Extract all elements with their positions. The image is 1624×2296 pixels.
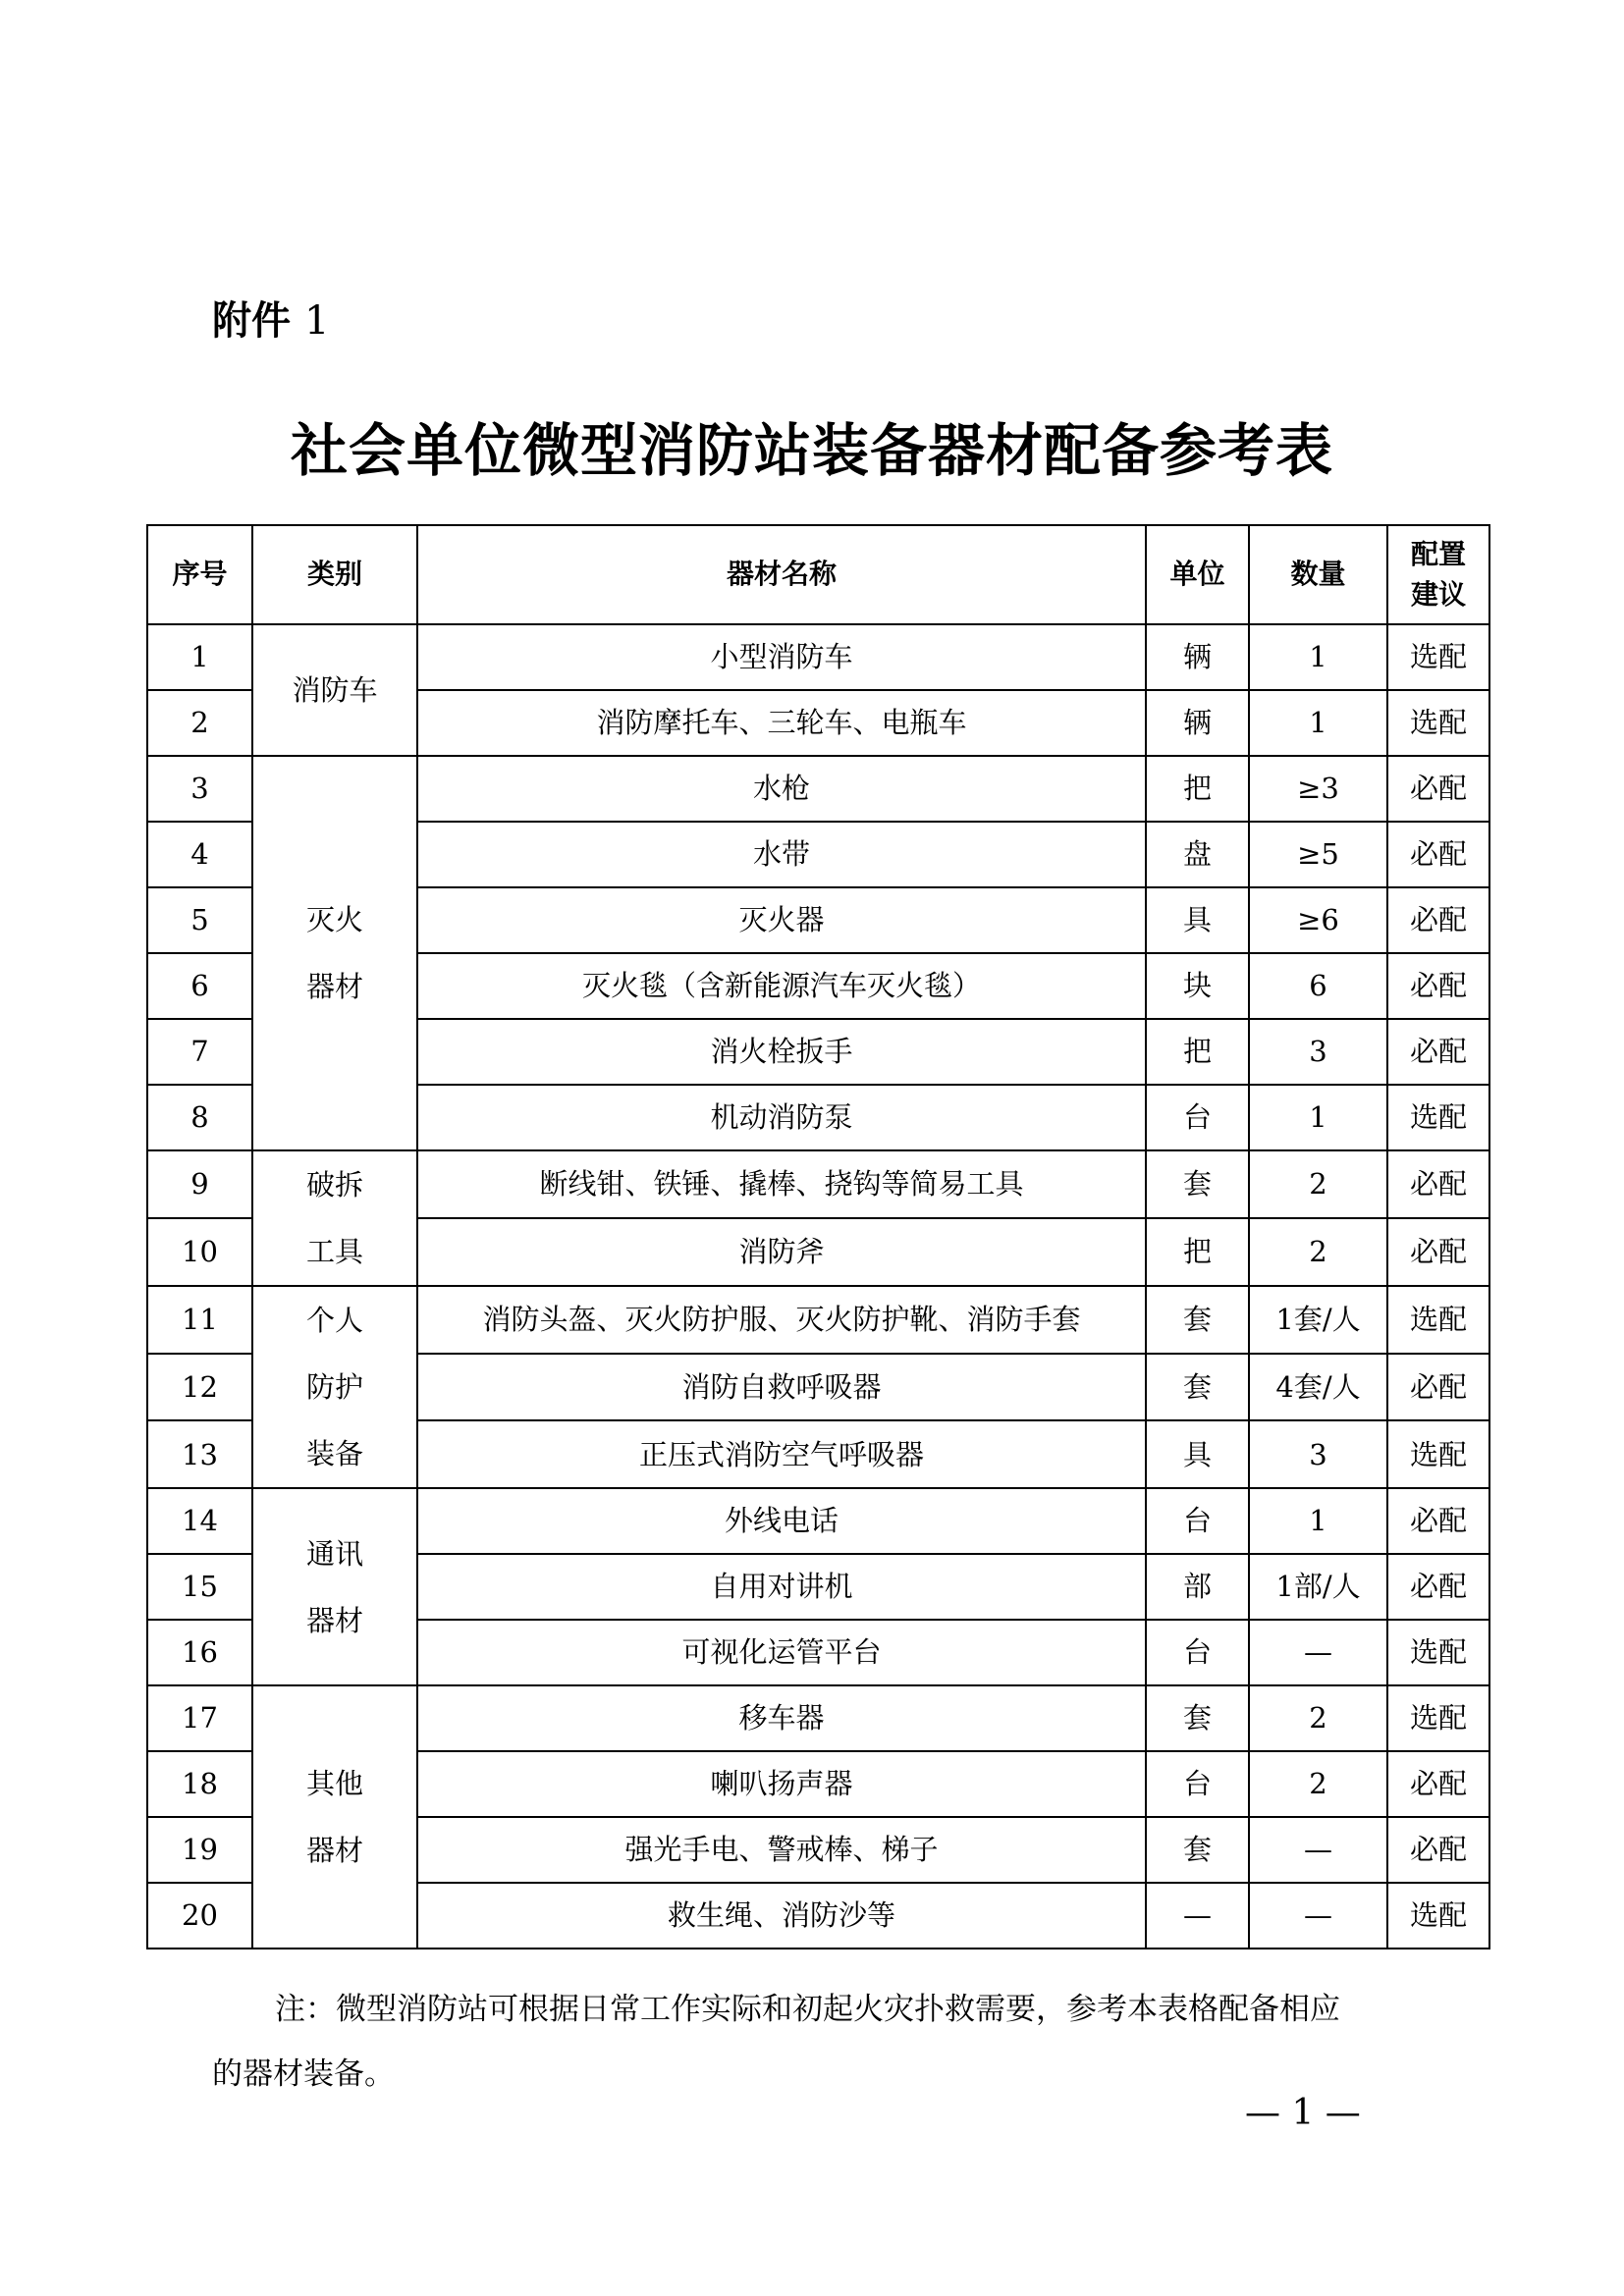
row-equipment-name: 喇叭扬声器 [417, 1751, 1146, 1817]
row-unit: 把 [1146, 756, 1249, 822]
row-number: 20 [147, 1883, 252, 1949]
row-number: 13 [147, 1420, 252, 1488]
row-equipment-name: 消防摩托车、三轮车、电瓶车 [417, 690, 1146, 756]
row-config: 选配 [1387, 1685, 1489, 1751]
row-unit: 具 [1146, 887, 1249, 953]
row-unit: 套 [1146, 1354, 1249, 1421]
row-config: 选配 [1387, 1420, 1489, 1488]
row-unit: 块 [1146, 953, 1249, 1019]
row-config: 必配 [1387, 1218, 1489, 1286]
row-equipment-name: 消火栓扳手 [417, 1019, 1146, 1085]
category-line: 其他 [305, 1767, 363, 1800]
row-quantity: 6 [1249, 953, 1387, 1019]
row-config: 选配 [1387, 624, 1489, 690]
category-line: 通讯 [305, 1536, 363, 1571]
row-unit: 盘 [1146, 822, 1249, 887]
attachment-label-text: 附件 [212, 297, 291, 344]
row-number: 12 [147, 1354, 252, 1421]
header-name: 器材名称 [417, 525, 1146, 624]
row-config: 必配 [1387, 1817, 1489, 1883]
category-line: 工具 [305, 1235, 363, 1268]
attachment-label [212, 290, 329, 346]
row-equipment-name: 水带 [417, 822, 1146, 887]
row-equipment-name: 强光手电、警戒棒、梯子 [417, 1817, 1146, 1883]
note-line-1: 注：微型消防站可根据日常工作实际和初起火灾扑救需要，参考本表格配备相应 [275, 1992, 1340, 2027]
row-number: 19 [147, 1817, 252, 1883]
equipment-table [146, 524, 1490, 1949]
table-row [147, 1150, 1489, 1218]
row-category [252, 624, 417, 756]
row-quantity: 1套/人 [1249, 1286, 1387, 1354]
header-unit: 单位 [1146, 525, 1249, 624]
row-quantity: 1 [1249, 1488, 1387, 1554]
row-equipment-name: 外线电话 [417, 1488, 1146, 1554]
row-unit: 具 [1146, 1420, 1249, 1488]
table-row [147, 624, 1489, 690]
row-equipment-name: 自用对讲机 [417, 1554, 1146, 1620]
row-equipment-name: 小型消防车 [417, 624, 1146, 690]
row-quantity: — [1249, 1883, 1387, 1949]
row-number: 4 [147, 822, 252, 887]
table-row [147, 1685, 1489, 1751]
row-config: 选配 [1387, 1085, 1489, 1150]
row-equipment-name: 可视化运管平台 [417, 1620, 1146, 1685]
row-category [252, 756, 417, 1150]
row-quantity: 2 [1249, 1150, 1387, 1218]
row-equipment-name: 灭火毯（含新能源汽车灭火毯） [417, 953, 1146, 1019]
row-equipment-name: 灭火器 [417, 887, 1146, 953]
row-config: 选配 [1387, 1620, 1489, 1685]
row-config: 必配 [1387, 887, 1489, 953]
row-quantity: — [1249, 1620, 1387, 1685]
table-row [147, 1286, 1489, 1354]
row-number: 15 [147, 1554, 252, 1620]
table-row [147, 756, 1489, 822]
category-line: 装备 [305, 1437, 363, 1470]
row-quantity: 1 [1249, 624, 1387, 690]
row-unit: 台 [1146, 1751, 1249, 1817]
row-unit: 套 [1146, 1150, 1249, 1218]
row-category [252, 1286, 417, 1488]
row-quantity: 1部/人 [1249, 1554, 1387, 1620]
row-quantity: ≥6 [1249, 887, 1387, 953]
row-quantity: — [1249, 1817, 1387, 1883]
row-unit: 部 [1146, 1554, 1249, 1620]
row-unit: 辆 [1146, 624, 1249, 690]
document-title: 社会单位微型消防站装备器材配备参考表 [290, 417, 1333, 484]
row-quantity: 3 [1249, 1019, 1387, 1085]
row-number: 9 [147, 1150, 252, 1218]
row-number: 3 [147, 756, 252, 822]
row-quantity: ≥3 [1249, 756, 1387, 822]
row-number: 17 [147, 1685, 252, 1751]
row-config: 必配 [1387, 1019, 1489, 1085]
row-equipment-name: 机动消防泵 [417, 1085, 1146, 1150]
table-note [212, 1977, 1430, 2107]
row-quantity: ≥5 [1249, 822, 1387, 887]
category-line: 个人 [305, 1304, 363, 1337]
category-line: 器材 [305, 1834, 363, 1867]
row-quantity: 2 [1249, 1218, 1387, 1286]
header-no: 序号 [147, 525, 252, 624]
category-line: 破拆 [305, 1168, 363, 1201]
row-unit: 把 [1146, 1019, 1249, 1085]
row-equipment-name: 消防头盔、灭火防护服、灭火防护靴、消防手套 [417, 1286, 1146, 1354]
row-number: 11 [147, 1286, 252, 1354]
row-config: 必配 [1387, 1488, 1489, 1554]
row-equipment-name: 消防自救呼吸器 [417, 1354, 1146, 1421]
row-equipment-name: 水枪 [417, 756, 1146, 822]
row-number: 10 [147, 1218, 252, 1286]
table-row [147, 1488, 1489, 1554]
row-unit: 套 [1146, 1286, 1249, 1354]
row-unit: 辆 [1146, 690, 1249, 756]
row-config: 必配 [1387, 756, 1489, 822]
row-unit: 台 [1146, 1085, 1249, 1150]
row-number: 7 [147, 1019, 252, 1085]
row-equipment-name: 断线钳、铁锤、撬棒、挠钩等简易工具 [417, 1150, 1146, 1218]
category-line: 防护 [305, 1370, 363, 1404]
row-number: 8 [147, 1085, 252, 1150]
row-config: 必配 [1387, 953, 1489, 1019]
row-unit: 台 [1146, 1488, 1249, 1554]
row-equipment-name: 移车器 [417, 1685, 1146, 1751]
row-number: 16 [147, 1620, 252, 1685]
category-line: 灭火 [305, 903, 363, 936]
header-config-line1: 配置 [1410, 537, 1466, 570]
row-config: 必配 [1387, 1354, 1489, 1421]
category-line: 器材 [305, 970, 363, 1003]
row-number: 18 [147, 1751, 252, 1817]
row-quantity: 2 [1249, 1685, 1387, 1751]
row-number: 5 [147, 887, 252, 953]
page-number: — 1 — [1245, 2093, 1361, 2133]
header-config-line2: 建议 [1410, 577, 1466, 611]
row-number: 14 [147, 1488, 252, 1554]
attachment-number: 1 [303, 298, 330, 344]
row-quantity: 4套/人 [1249, 1354, 1387, 1421]
row-equipment-name: 消防斧 [417, 1218, 1146, 1286]
row-quantity: 2 [1249, 1751, 1387, 1817]
row-category [252, 1685, 417, 1949]
row-config: 选配 [1387, 1883, 1489, 1949]
row-category [252, 1488, 417, 1685]
row-number: 1 [147, 624, 252, 690]
row-equipment-name: 正压式消防空气呼吸器 [417, 1420, 1146, 1488]
category-line: 消防车 [292, 673, 378, 707]
category-line: 器材 [305, 1603, 363, 1637]
row-quantity: 1 [1249, 690, 1387, 756]
row-unit: 套 [1146, 1685, 1249, 1751]
header-config [1387, 525, 1489, 624]
row-config: 选配 [1387, 1286, 1489, 1354]
row-unit: 把 [1146, 1218, 1249, 1286]
row-config: 选配 [1387, 690, 1489, 756]
row-config: 必配 [1387, 1751, 1489, 1817]
row-unit: — [1146, 1883, 1249, 1949]
row-number: 6 [147, 953, 252, 1019]
row-config: 必配 [1387, 1554, 1489, 1620]
row-quantity: 1 [1249, 1085, 1387, 1150]
row-number: 2 [147, 690, 252, 756]
row-equipment-name: 救生绳、消防沙等 [417, 1883, 1146, 1949]
header-quantity: 数量 [1249, 525, 1387, 624]
row-config: 必配 [1387, 1150, 1489, 1218]
row-unit: 台 [1146, 1620, 1249, 1685]
note-line-2: 的器材装备。 [212, 2056, 395, 2092]
row-unit: 套 [1146, 1817, 1249, 1883]
row-quantity: 3 [1249, 1420, 1387, 1488]
row-category [252, 1150, 417, 1286]
row-config: 必配 [1387, 822, 1489, 887]
header-category: 类别 [252, 525, 417, 624]
table-header-row [147, 525, 1489, 624]
